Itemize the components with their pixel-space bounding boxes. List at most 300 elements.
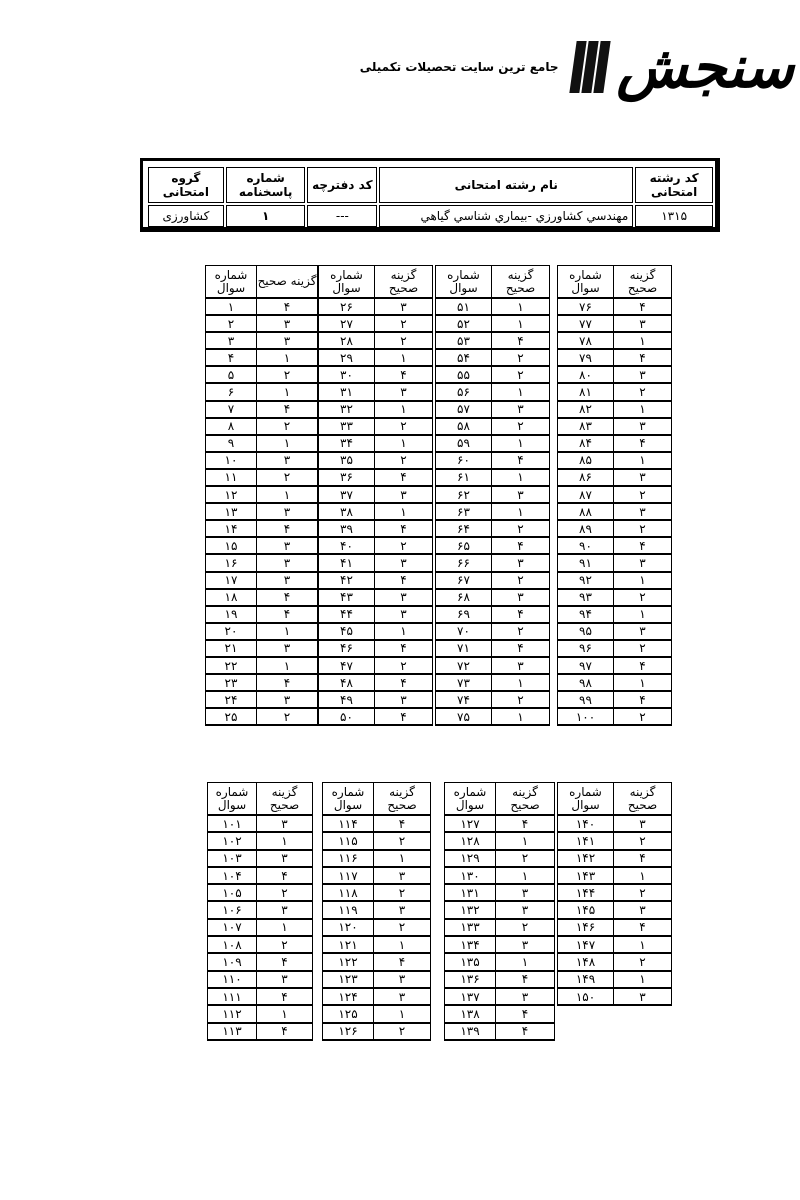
answer-row bbox=[558, 901, 672, 918]
correct-option: ۱ bbox=[496, 867, 555, 884]
question-number: ۱۱۵ bbox=[323, 832, 374, 849]
correct-option: ۴ bbox=[257, 298, 318, 315]
question-number: ۱۰۷ bbox=[208, 919, 257, 936]
answer-row bbox=[436, 298, 550, 315]
answer-row bbox=[323, 936, 431, 953]
answer-row bbox=[206, 572, 318, 589]
question-number: ۱۳۵ bbox=[445, 953, 496, 970]
answer-row bbox=[558, 623, 672, 640]
question-number: ۳۲ bbox=[319, 401, 375, 418]
question-number: ۵۹ bbox=[436, 435, 492, 452]
question-number: ۹۴ bbox=[558, 606, 614, 623]
answer-row bbox=[323, 832, 431, 849]
answer-row bbox=[445, 867, 555, 884]
question-number: ۱۱۱ bbox=[208, 988, 257, 1005]
question-number: ۱۱۶ bbox=[323, 850, 374, 867]
header-answer: گزینه صحیح bbox=[614, 266, 672, 299]
question-number: ۳۰ bbox=[319, 366, 375, 383]
question-number: ۵۷ bbox=[436, 401, 492, 418]
answer-row bbox=[436, 537, 550, 554]
answer-row bbox=[445, 953, 555, 970]
correct-option: ۳ bbox=[492, 657, 550, 674]
answer-group-header bbox=[319, 266, 433, 299]
answer-group-header bbox=[558, 783, 672, 816]
correct-option: ۳ bbox=[257, 691, 318, 708]
answer-row bbox=[206, 332, 318, 349]
answer-row bbox=[436, 691, 550, 708]
correct-option: ۳ bbox=[375, 606, 433, 623]
question-number: ۵۱ bbox=[436, 298, 492, 315]
correct-option: ۱ bbox=[492, 503, 550, 520]
answer-row bbox=[206, 554, 318, 571]
answer-row bbox=[206, 401, 318, 418]
answer-row bbox=[445, 919, 555, 936]
question-number: ۹۰ bbox=[558, 537, 614, 554]
correct-option: ۳ bbox=[375, 298, 433, 315]
question-number: ۷۸ bbox=[558, 332, 614, 349]
correct-option: ۳ bbox=[492, 554, 550, 571]
correct-option: ۴ bbox=[614, 298, 672, 315]
question-number: ۸۶ bbox=[558, 469, 614, 486]
correct-option: ۲ bbox=[374, 1023, 431, 1040]
correct-option: ۴ bbox=[492, 606, 550, 623]
correct-option: ۲ bbox=[614, 640, 672, 657]
answer-row bbox=[558, 971, 672, 988]
correct-option: ۳ bbox=[257, 315, 318, 332]
answer-row bbox=[558, 708, 672, 725]
answer-row bbox=[323, 867, 431, 884]
answer-row bbox=[319, 486, 433, 503]
answer-row bbox=[206, 674, 318, 691]
question-number: ۲۹ bbox=[319, 349, 375, 366]
question-number: ۸ bbox=[206, 418, 257, 435]
correct-option: ۱ bbox=[614, 452, 672, 469]
header-question: شماره سوال bbox=[319, 266, 375, 299]
question-number: ۸۱ bbox=[558, 383, 614, 400]
correct-option: ۳ bbox=[257, 537, 318, 554]
question-number: ۴۵ bbox=[319, 623, 375, 640]
answer-row bbox=[558, 884, 672, 901]
correct-option: ۲ bbox=[496, 919, 555, 936]
correct-option: ۱ bbox=[375, 435, 433, 452]
answer-row bbox=[208, 971, 313, 988]
answer-row bbox=[206, 469, 318, 486]
logo-brand: سنجش bbox=[616, 33, 794, 101]
answer-group-header bbox=[445, 783, 555, 816]
correct-option: ۱ bbox=[492, 469, 550, 486]
value-booklet-code: --- bbox=[307, 205, 377, 227]
correct-option: ۱ bbox=[492, 298, 550, 315]
correct-option: ۳ bbox=[614, 815, 672, 832]
header-answer: گزینه صحیح bbox=[374, 783, 431, 816]
question-number: ۱۲۹ bbox=[445, 850, 496, 867]
question-number: ۴۷ bbox=[319, 657, 375, 674]
correct-option: ۱ bbox=[257, 832, 313, 849]
answer-row bbox=[319, 657, 433, 674]
correct-option: ۱ bbox=[496, 832, 555, 849]
correct-option: ۱ bbox=[257, 435, 318, 452]
answer-row bbox=[206, 366, 318, 383]
question-number: ۲۱ bbox=[206, 640, 257, 657]
question-number: ۲ bbox=[206, 315, 257, 332]
question-number: ۱۴۶ bbox=[558, 919, 614, 936]
header-answer: گزینه صحیح bbox=[257, 266, 318, 299]
answer-row bbox=[445, 850, 555, 867]
value-field-name: مهندسي كشاورزي -بيماري شناسي گياهي bbox=[379, 205, 633, 227]
answer-row bbox=[558, 867, 672, 884]
correct-option: ۳ bbox=[257, 554, 318, 571]
answer-row bbox=[208, 919, 313, 936]
answer-row bbox=[558, 315, 672, 332]
question-number: ۱۰۵ bbox=[208, 884, 257, 901]
correct-option: ۲ bbox=[257, 418, 318, 435]
question-number: ۷ bbox=[206, 401, 257, 418]
answer-row bbox=[319, 435, 433, 452]
correct-option: ۱ bbox=[257, 1005, 313, 1022]
answer-row bbox=[319, 332, 433, 349]
question-number: ۱۸ bbox=[206, 589, 257, 606]
question-number: ۵۰ bbox=[319, 708, 375, 725]
correct-option: ۳ bbox=[496, 988, 555, 1005]
answer-row bbox=[323, 919, 431, 936]
answer-row bbox=[558, 383, 672, 400]
correct-option: ۱ bbox=[257, 383, 318, 400]
correct-option: ۴ bbox=[614, 850, 672, 867]
answer-row bbox=[445, 815, 555, 832]
question-number: ۲۳ bbox=[206, 674, 257, 691]
correct-option: ۱ bbox=[374, 1005, 431, 1022]
question-number: ۱۲۴ bbox=[323, 988, 374, 1005]
correct-option: ۱ bbox=[257, 349, 318, 366]
correct-option: ۴ bbox=[257, 520, 318, 537]
question-number: ۱۳۲ bbox=[445, 901, 496, 918]
correct-option: ۱ bbox=[492, 435, 550, 452]
answer-group-header bbox=[436, 266, 550, 299]
answer-row bbox=[445, 901, 555, 918]
correct-option: ۴ bbox=[257, 589, 318, 606]
answer-row bbox=[558, 572, 672, 589]
correct-option: ۱ bbox=[492, 315, 550, 332]
correct-option: ۴ bbox=[496, 815, 555, 832]
correct-option: ۳ bbox=[496, 884, 555, 901]
answer-row bbox=[558, 435, 672, 452]
question-number: ۱۵۰ bbox=[558, 988, 614, 1005]
question-number: ۱۲۱ bbox=[323, 936, 374, 953]
answer-row bbox=[436, 469, 550, 486]
question-number: ۲۵ bbox=[206, 708, 257, 725]
header-exam-group: گروه امتحانی bbox=[148, 167, 224, 203]
correct-option: ۱ bbox=[257, 486, 318, 503]
question-number: ۱۵ bbox=[206, 537, 257, 554]
question-number: ۱۳ bbox=[206, 503, 257, 520]
answer-group-header bbox=[558, 266, 672, 299]
answer-row bbox=[558, 298, 672, 315]
correct-option: ۳ bbox=[257, 850, 313, 867]
question-number: ۸۰ bbox=[558, 366, 614, 383]
answer-row bbox=[208, 815, 313, 832]
exam-info-table bbox=[140, 158, 720, 232]
answer-row bbox=[208, 953, 313, 970]
answer-row bbox=[208, 1005, 313, 1022]
correct-option: ۱ bbox=[614, 674, 672, 691]
correct-option: ۱ bbox=[375, 401, 433, 418]
question-number: ۴ bbox=[206, 349, 257, 366]
question-number: ۶ bbox=[206, 383, 257, 400]
question-number: ۱۳۴ bbox=[445, 936, 496, 953]
answer-row bbox=[206, 589, 318, 606]
question-number: ۹۶ bbox=[558, 640, 614, 657]
question-number: ۴۶ bbox=[319, 640, 375, 657]
question-number: ۶۴ bbox=[436, 520, 492, 537]
correct-option: ۳ bbox=[257, 332, 318, 349]
answer-row bbox=[206, 503, 318, 520]
answer-row bbox=[319, 469, 433, 486]
question-number: ۳۵ bbox=[319, 452, 375, 469]
question-number: ۷۱ bbox=[436, 640, 492, 657]
correct-option: ۲ bbox=[496, 850, 555, 867]
answer-row bbox=[558, 953, 672, 970]
answer-row bbox=[323, 901, 431, 918]
correct-option: ۲ bbox=[257, 366, 318, 383]
correct-option: ۴ bbox=[375, 674, 433, 691]
header-question: شماره سوال bbox=[436, 266, 492, 299]
answer-row bbox=[558, 850, 672, 867]
answer-row bbox=[558, 606, 672, 623]
correct-option: ۲ bbox=[375, 657, 433, 674]
answer-row bbox=[323, 953, 431, 970]
correct-option: ۲ bbox=[492, 623, 550, 640]
logo-tagline: جامع ترین سایت تحصیلات تکمیلی bbox=[359, 60, 559, 74]
question-number: ۹۲ bbox=[558, 572, 614, 589]
question-number: ۱۱۴ bbox=[323, 815, 374, 832]
question-number: ۸۹ bbox=[558, 520, 614, 537]
question-number: ۱۴۹ bbox=[558, 971, 614, 988]
answer-row bbox=[319, 708, 433, 725]
answer-row bbox=[319, 623, 433, 640]
answer-row bbox=[319, 674, 433, 691]
question-number: ۱۲۲ bbox=[323, 953, 374, 970]
correct-option: ۲ bbox=[374, 832, 431, 849]
question-number: ۳۶ bbox=[319, 469, 375, 486]
correct-option: ۴ bbox=[257, 953, 313, 970]
answer-row bbox=[206, 349, 318, 366]
question-number: ۱۳۷ bbox=[445, 988, 496, 1005]
answer-row bbox=[206, 623, 318, 640]
question-number: ۱۴۳ bbox=[558, 867, 614, 884]
question-number: ۱۴۱ bbox=[558, 832, 614, 849]
question-number: ۹۷ bbox=[558, 657, 614, 674]
question-number: ۵۸ bbox=[436, 418, 492, 435]
answer-row bbox=[323, 850, 431, 867]
answer-row bbox=[558, 936, 672, 953]
answer-row bbox=[558, 589, 672, 606]
question-number: ۱۴۷ bbox=[558, 936, 614, 953]
answer-row bbox=[558, 520, 672, 537]
correct-option: ۳ bbox=[496, 936, 555, 953]
answer-row bbox=[206, 315, 318, 332]
correct-option: ۳ bbox=[375, 589, 433, 606]
correct-option: ۲ bbox=[257, 936, 313, 953]
correct-option: ۴ bbox=[614, 349, 672, 366]
answer-row bbox=[206, 298, 318, 315]
correct-option: ۱ bbox=[374, 850, 431, 867]
question-number: ۱۶ bbox=[206, 554, 257, 571]
answer-row bbox=[558, 537, 672, 554]
answer-row bbox=[206, 537, 318, 554]
value-field-code: ۱۳۱۵ bbox=[635, 205, 713, 227]
question-number: ۶۹ bbox=[436, 606, 492, 623]
answer-row bbox=[436, 349, 550, 366]
question-number: ۱۱۰ bbox=[208, 971, 257, 988]
correct-option: ۴ bbox=[492, 640, 550, 657]
correct-option: ۲ bbox=[257, 884, 313, 901]
correct-option: ۴ bbox=[614, 537, 672, 554]
answer-group-table bbox=[318, 265, 433, 726]
correct-option: ۳ bbox=[374, 901, 431, 918]
answer-row bbox=[445, 988, 555, 1005]
question-number: ۴۱ bbox=[319, 554, 375, 571]
answer-row bbox=[436, 452, 550, 469]
question-number: ۱۴۲ bbox=[558, 850, 614, 867]
correct-option: ۱ bbox=[257, 623, 318, 640]
value-exam-group: کشاورزی bbox=[148, 205, 224, 227]
question-number: ۷۴ bbox=[436, 691, 492, 708]
question-number: ۱۴ bbox=[206, 520, 257, 537]
question-number: ۱۲۵ bbox=[323, 1005, 374, 1022]
question-number: ۸۸ bbox=[558, 503, 614, 520]
question-number: ۵ bbox=[206, 366, 257, 383]
correct-option: ۴ bbox=[374, 815, 431, 832]
correct-option: ۲ bbox=[374, 884, 431, 901]
correct-option: ۲ bbox=[614, 383, 672, 400]
correct-option: ۱ bbox=[492, 708, 550, 725]
answer-row bbox=[436, 606, 550, 623]
question-number: ۱۲ bbox=[206, 486, 257, 503]
question-number: ۷۲ bbox=[436, 657, 492, 674]
question-number: ۵۲ bbox=[436, 315, 492, 332]
correct-option: ۴ bbox=[375, 572, 433, 589]
answer-group-table bbox=[205, 265, 318, 726]
answer-row bbox=[436, 418, 550, 435]
correct-option: ۲ bbox=[492, 366, 550, 383]
question-number: ۹ bbox=[206, 435, 257, 452]
correct-option: ۳ bbox=[375, 691, 433, 708]
header-answer: گزینه صحیح bbox=[257, 783, 313, 816]
correct-option: ۳ bbox=[374, 971, 431, 988]
question-number: ۱۰۲ bbox=[208, 832, 257, 849]
answer-row bbox=[436, 708, 550, 725]
answer-group-header bbox=[206, 266, 318, 299]
header-booklet-code: کد دفترچه bbox=[307, 167, 377, 203]
answer-row bbox=[558, 815, 672, 832]
correct-option: ۳ bbox=[614, 503, 672, 520]
correct-option: ۱ bbox=[614, 971, 672, 988]
answer-row bbox=[319, 640, 433, 657]
question-number: ۲۰ bbox=[206, 623, 257, 640]
question-number: ۲۶ bbox=[319, 298, 375, 315]
question-number: ۷۰ bbox=[436, 623, 492, 640]
correct-option: ۴ bbox=[614, 691, 672, 708]
answer-row bbox=[558, 919, 672, 936]
answer-row bbox=[558, 366, 672, 383]
answer-group-table bbox=[557, 782, 672, 1006]
answer-row bbox=[436, 401, 550, 418]
answer-row bbox=[319, 589, 433, 606]
answer-row bbox=[206, 606, 318, 623]
answer-row bbox=[206, 520, 318, 537]
answer-row bbox=[208, 1023, 313, 1040]
question-number: ۱۴۵ bbox=[558, 901, 614, 918]
correct-option: ۴ bbox=[257, 867, 313, 884]
answer-row bbox=[208, 901, 313, 918]
correct-option: ۳ bbox=[257, 503, 318, 520]
answer-row bbox=[445, 971, 555, 988]
question-number: ۸۴ bbox=[558, 435, 614, 452]
correct-option: ۴ bbox=[496, 1005, 555, 1022]
answer-row bbox=[558, 332, 672, 349]
answer-row bbox=[208, 988, 313, 1005]
correct-option: ۲ bbox=[257, 469, 318, 486]
sanjesh-logo bbox=[360, 22, 794, 112]
correct-option: ۴ bbox=[375, 520, 433, 537]
question-number: ۷۵ bbox=[436, 708, 492, 725]
question-number: ۹۹ bbox=[558, 691, 614, 708]
correct-option: ۳ bbox=[614, 554, 672, 571]
answer-row bbox=[319, 298, 433, 315]
answer-group-header bbox=[208, 783, 313, 816]
correct-option: ۳ bbox=[492, 589, 550, 606]
question-number: ۶۳ bbox=[436, 503, 492, 520]
answer-row bbox=[558, 640, 672, 657]
question-number: ۶۲ bbox=[436, 486, 492, 503]
question-number: ۴۹ bbox=[319, 691, 375, 708]
answer-row bbox=[558, 657, 672, 674]
question-number: ۶۰ bbox=[436, 452, 492, 469]
header-question: شماره سوال bbox=[558, 783, 614, 816]
question-number: ۱۲۰ bbox=[323, 919, 374, 936]
answer-row bbox=[445, 936, 555, 953]
question-number: ۱۲۳ bbox=[323, 971, 374, 988]
correct-option: ۲ bbox=[614, 486, 672, 503]
answer-row bbox=[208, 936, 313, 953]
correct-option: ۳ bbox=[614, 988, 672, 1005]
question-number: ۱۰۰ bbox=[558, 708, 614, 725]
question-number: ۲۴ bbox=[206, 691, 257, 708]
answer-row bbox=[558, 503, 672, 520]
question-number: ۲۷ bbox=[319, 315, 375, 332]
answer-group-table bbox=[435, 265, 550, 726]
correct-option: ۲ bbox=[492, 691, 550, 708]
correct-option: ۱ bbox=[257, 657, 318, 674]
question-number: ۱۱۷ bbox=[323, 867, 374, 884]
question-number: ۱۰۴ bbox=[208, 867, 257, 884]
answer-row bbox=[319, 383, 433, 400]
answer-row bbox=[206, 486, 318, 503]
answer-row bbox=[558, 349, 672, 366]
correct-option: ۳ bbox=[257, 815, 313, 832]
answer-row bbox=[445, 884, 555, 901]
answer-row bbox=[558, 832, 672, 849]
correct-option: ۳ bbox=[614, 623, 672, 640]
answer-row bbox=[206, 435, 318, 452]
answer-row bbox=[445, 832, 555, 849]
correct-option: ۴ bbox=[257, 606, 318, 623]
question-number: ۱۳۸ bbox=[445, 1005, 496, 1022]
answer-row bbox=[319, 572, 433, 589]
correct-option: ۴ bbox=[614, 435, 672, 452]
correct-option: ۳ bbox=[257, 640, 318, 657]
question-number: ۱۴۸ bbox=[558, 953, 614, 970]
